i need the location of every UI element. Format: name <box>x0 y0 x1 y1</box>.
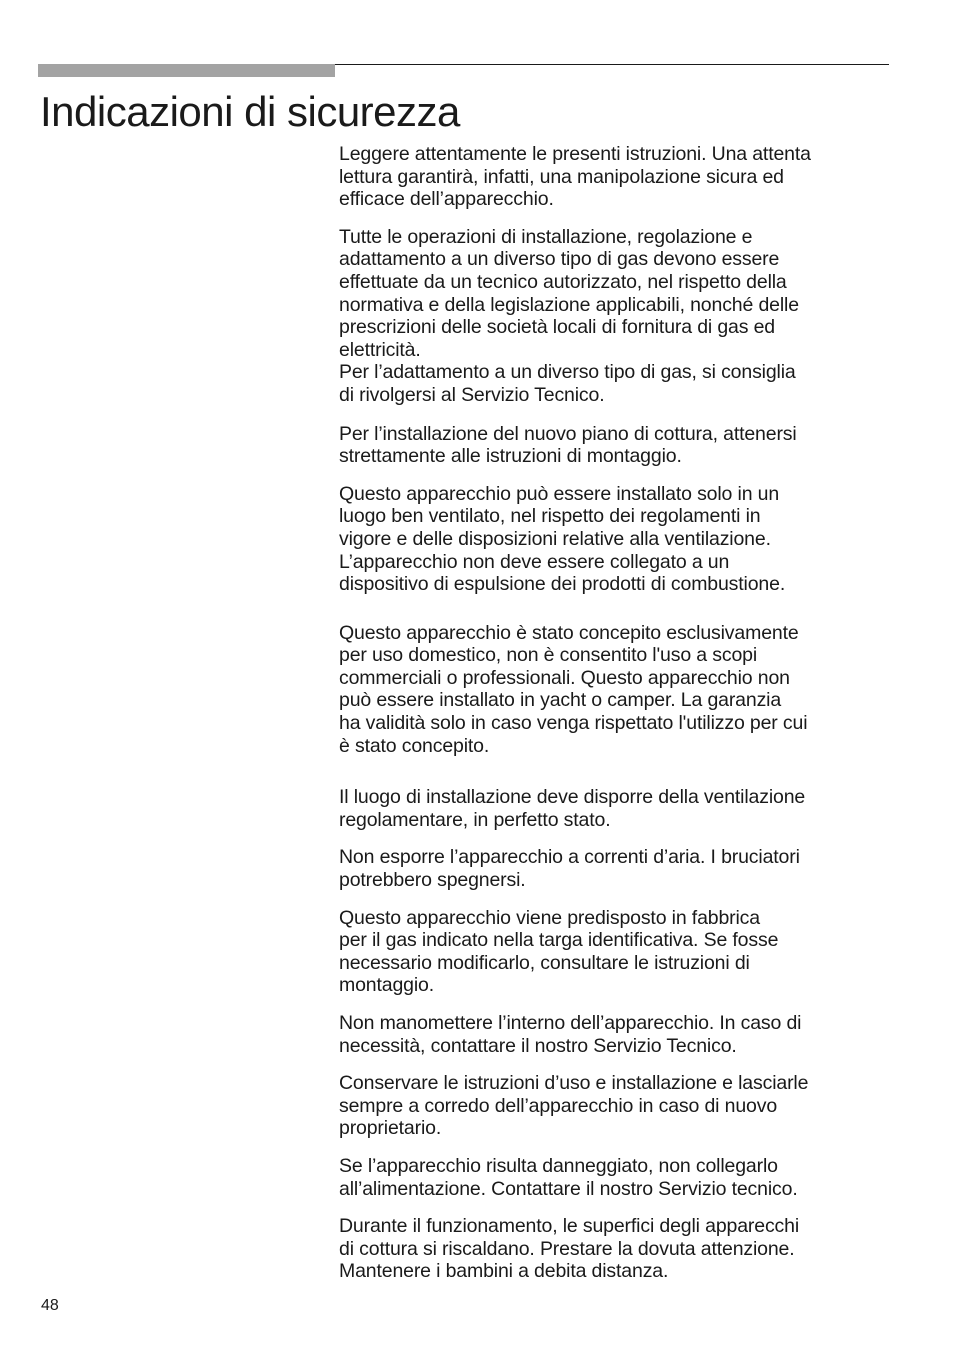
paragraph-mounting-instructions: Per l’installazione del nuovo piano di cottura, attenersi strettamente alle istruzioni di montaggio. <box>339 422 797 468</box>
header-bar <box>38 64 335 77</box>
paragraph-hot-surfaces: Durante il funzionamento, le superfici degli apparecchi di cottura si riscaldano. Prestare la dovuta attenzione. Mantenere i bambini a debita distanza. <box>339 1215 800 1283</box>
paragraph-ventilation: Questo apparecchio può essere installato solo in un luogo ben ventilato, nel rispetto dei regolamenti in vigore e delle disposizioni relative alla ventilazione. L’apparecchio non deve essere collegato a un dispositivo di espulsione dei prodotti di combustione. <box>339 482 786 596</box>
body-text <box>339 143 884 1283</box>
header-rule <box>335 64 889 65</box>
page-title: Indicazioni di sicurezza <box>40 88 460 135</box>
paragraph-drafts: Non esporre l’apparecchio a correnti d’aria. I bruciatori potrebbero spegnersi. <box>339 846 800 892</box>
paragraph-installation-technician: Tutte le operazioni di installazione, regolazione e adattamento a un diverso tipo di gas devono essere effettuate da un tecnico autorizzato, nel rispetto della normativa e della legislazione applicabili, nonché delle prescrizioni delle società locali di fornitura di gas ed elettricità. Per l’adattamento a un diverso tipo di gas, si consiglia di rivolgersi al Servizio Tecnico. <box>339 225 799 406</box>
paragraph-intro: Leggere attentamente le presenti istruzioni. Una attenta lettura garantirà, infatti, una manipolazione sicura ed efficace dell’apparecchio. <box>339 143 811 211</box>
paragraph-damaged-appliance: Se l’apparecchio risulta danneggiato, non collegarlo all’alimentazione. Contattare il nostro Servizio tecnico. <box>339 1154 798 1200</box>
paragraph-keep-instructions: Conservare le istruzioni d’uso e installazione e lasciarle sempre a corredo dell’apparecchio in caso di nuovo proprietario. <box>339 1072 809 1140</box>
paragraph-tampering: Non manomettere l’interno dell’apparecchio. In caso di necessità, contattare il nostro Servizio Tecnico. <box>339 1012 802 1057</box>
page-number: 48 <box>41 1297 59 1314</box>
paragraph-domestic-use: Questo apparecchio è stato concepito esclusivamente per uso domestico, non è consentito l'uso a scopi commerciali o professionali. Questo apparecchio non può essere installato in yacht o camper. La garanzia ha validità solo in caso venga rispettato l'utilizzo per cui è stato concepito. <box>339 621 808 757</box>
paragraph-gas-type: Questo apparecchio viene predisposto in fabbrica per il gas indicato nella targa identificativa. Se fosse necessario modificarlo, consultare le istruzioni di montaggio. <box>339 906 779 997</box>
paragraph-installation-site: Il luogo di installazione deve disporre della ventilazione regolamentare, in perfetto stato. <box>339 786 806 831</box>
